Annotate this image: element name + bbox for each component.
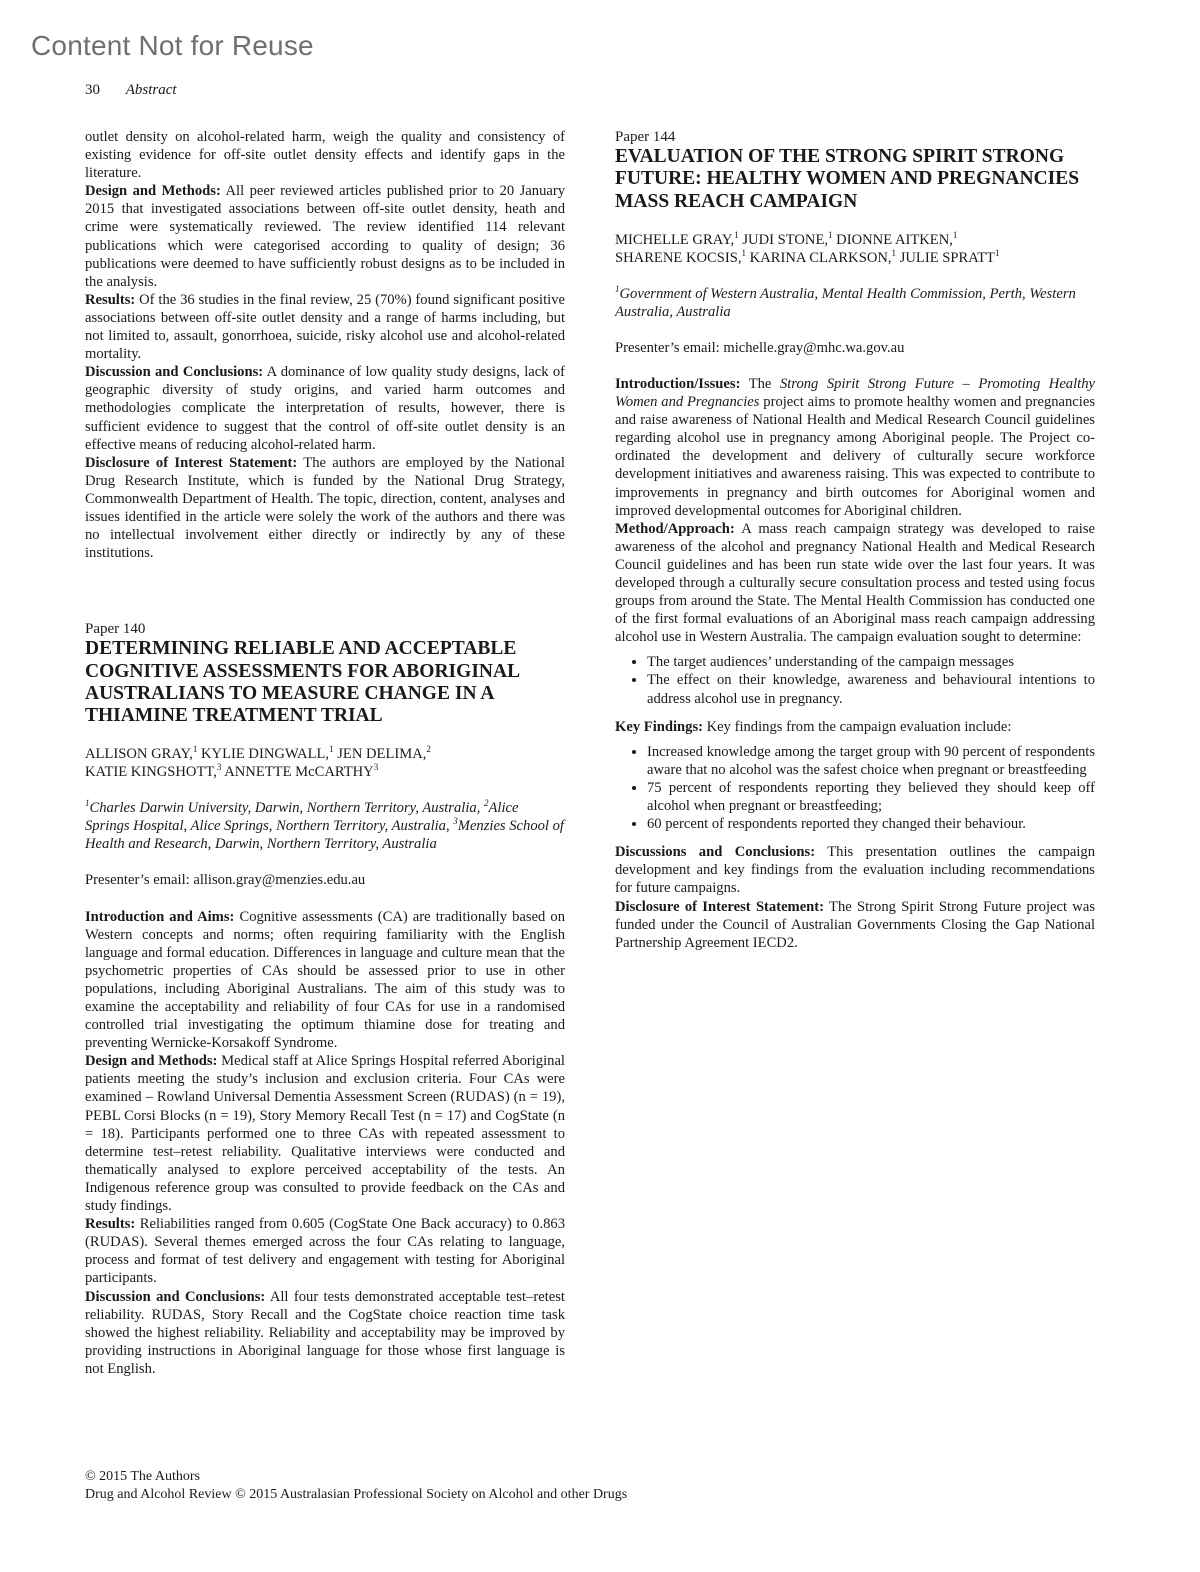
section-lead: Design and Methods: [85, 1053, 218, 1070]
author-list: MICHELLE GRAY,$^1$ JUDI STONE,$^1$ DIONNE AITKEN,$^1$ SHARENE KOCSIS,$^1$ KARINA CLARKSON,$^1$ JULIE SPRATT$^1$ [615, 230, 1000, 266]
page-number: 30 [85, 82, 100, 98]
section-lead: Method/Approach: [615, 520, 735, 537]
section-lead: Disclosure of Interest Statement: [85, 454, 298, 471]
section-lead: Discussion and Conclusions: [85, 1288, 266, 1305]
affiliations: $^1$Government of Western Australia, Mental Health Commission, Perth, Western Australia, Australia [615, 284, 1076, 320]
abstract-paragraph: Disclosure of Interest Statement: The Strong Spirit Strong Future project was funded under the Council of Australian Governments Closing the Gap National Partnership Agreement IECD2. [615, 898, 1095, 951]
section-lead: Introduction/Issues: [615, 375, 741, 392]
list-item: • The effect on their knowledge, awareness and behavioural intentions to address alcohol use in pregnancy. [647, 671, 1095, 707]
section-lead: Results: [85, 1216, 136, 1233]
bullet-list [615, 653, 1095, 707]
continuation-paragraph: outlet density on alcohol-related harm, weigh the quality and consistency of existing evidence for off-site outlet density effects and identify gaps in the literature. [85, 129, 565, 182]
continuation-paragraph: Design and Methods: All peer reviewed articles published prior to 20 January 2015 that investigated associations between off-site outlet density, heath and crime were systematically reviewed. The review identified 114 relevant publications which were categorised according to quality of design; 36 publications were deemed to have sufficiently robust designs as to be included in the analysis. [85, 183, 566, 290]
journal-line: Drug and Alcohol Review © 2015 Australasian Professional Society on Alcohol and other Drugs [85, 1487, 628, 1502]
section-title: Abstract [125, 82, 177, 98]
section-lead: Discussions and Conclusions: [615, 844, 816, 861]
section-lead: Design and Methods: [85, 183, 221, 200]
list-item: • 60 percent of respondents reported they changed their behaviour. [647, 815, 1095, 833]
presenter-email: Presenter’s email: allison.gray@menzies.edu.au [85, 872, 366, 889]
project-name: Strong Spirit Strong Future – Promoting Healthy Women and Pregnancies [615, 375, 1095, 411]
paper-number: Paper 144 [615, 129, 676, 145]
right-column [615, 128, 1095, 952]
paper-title: EVALUATION OF THE STRONG SPIRIT STRONG FUTURE: HEALTHY WOMEN AND PREGNANCIES MASS REACH CAMPAIGN [615, 146, 1080, 212]
author-list: ALLISON GRAY,$^1$ KYLIE DINGWALL,$^1$ JEN DELIMA,$^2$ KATIE KINGSHOTT,$^3$ ANNETTE McCARTHY$^3$ [85, 744, 431, 781]
continuation-paragraph: Results: Of the 36 studies in the final review, 25 (70%) found significant positive associations between off-site outlet density and a range of harms including, but not limited to, assault, gonorrhoea, suicide, risky alcohol use and alcohol-related mortality. [85, 291, 565, 363]
section-lead: Disclosure of Interest Statement: [615, 898, 825, 915]
abstract-paragraph: Design and Methods: Medical staff at Alice Springs Hospital referred Aboriginal patients meeting the study’s inclusion and exclusion criteria. Four CAs were examined – Rowland Universal Dementia Assessment Screen (RUDAS) (n = 19), PEBL Corsi Blocks (n = 19), Story Memory Recall Test (n = 17) and CogState (n = 18). Participants performed one to three CAs with repeated assessment to determine test–retest reliability. Qualitative interviews were conducted and thematically analysed to explore perceived acceptability of the tests. An Indigenous reference group was consulted to provide feedback on the CAs and study findings. [85, 1053, 565, 1215]
paper-title: DETERMINING RELIABLE AND ACCEPTABLE COGNITIVE ASSESSMENTS FOR ABORIGINAL AUSTRALIANS TO MEASURE CHANGE IN A THIAMINE TREATMENT TRIAL [85, 638, 519, 727]
paper-number: Paper 140 [85, 621, 146, 638]
abstract-paragraph: Method/Approach: A mass reach campaign strategy was developed to raise awareness of the alcohol and pregnancy National Health and Medical Research Council guidelines and has been run state wide over the last four years. It was developed through a culturally secure consultation process and tested using focus groups from around the State. The Mental Health Commission has conducted one of the first formal evaluations of an Aboriginal mass reach campaign addressing alcohol use in Western Australia. The campaign evaluation sought to determine: [615, 520, 1095, 646]
left-column [85, 128, 565, 1378]
list-item: • 75 percent of respondents reporting they believed they should keep off alcohol when pregnant or breastfeeding; [647, 779, 1095, 815]
running-head [85, 82, 177, 99]
page-footer [85, 1468, 627, 1504]
list-item: • The target audiences’ understanding of the campaign messages [647, 653, 1095, 671]
watermark: Content Not for Reuse [31, 30, 314, 61]
section-lead: Results: [85, 291, 136, 308]
paper-140 [85, 620, 565, 1378]
copyright-line: © 2015 The Authors [85, 1469, 200, 1484]
section-lead: Key Findings: [615, 718, 703, 735]
continuation-paragraph: Discussion and Conclusions: A dominance of low quality study designs, lack of geographic diversity of study origins, and varied harm outcomes and methodologies complicate the interpretation of results, however, there is sufficient evidence to suggest that the control of off-site outlet density is an effective means of reducing alcohol-related harm. [85, 364, 565, 453]
paper-144 [615, 128, 1095, 952]
section-lead: Introduction and Aims: [85, 908, 235, 925]
presenter-email: Presenter’s email: michelle.gray@mhc.wa.gov.au [615, 339, 905, 356]
continuation-abstract [85, 128, 565, 562]
abstract-paragraph: Introduction and Aims: Cognitive assessments (CA) are traditionally based on Western concepts and norms; often requiring familiarity with the English language and formal education. Differences in language and culture mean that the psychometric properties of CAs should be assessed prior to use in other populations, including Aboriginal Australians. The aim of this study was to examine the acceptability and reliability of four CAs for use in a randomised controlled trial investigating the optimum thiamine dose for treating and preventing Wernicke-Korsakoff Syndrome. [85, 908, 566, 1052]
abstract-paragraph: Results: Reliabilities ranged from 0.605 (CogState One Back accuracy) to 0.863 (RUDAS). Several themes emerged across the four CAs relating to language, process and format of test delivery and engagement with testing for Aboriginal participants. [85, 1216, 565, 1287]
affiliations: $^1$Charles Darwin University, Darwin, Northern Territory, Australia, $^2$Alice Springs Hospital, Alice Springs, Northern Territory, Australia, $^3$Menzies School of Health and Research, Darwin, Northern Territory, Australia [85, 798, 564, 853]
abstract-paragraph: Key Findings: Key findings from the campaign evaluation include: [615, 718, 1012, 735]
abstract-paragraph: Discussions and Conclusions: This presentation outlines the campaign development and key findings from the evaluation including recommendations for future campaigns. [615, 844, 1095, 897]
abstract-paragraph: Introduction/Issues: The Strong Spirit Strong Future – Promoting Healthy Women and Pregnancies project aims to promote healthy women and pregnancies and raise awareness of National Health and Medical Research Council guidelines regarding alcohol use in pregnancy among Aboriginal people. The Project co-ordinated the development and delivery of culturally secure workforce development initiatives and awareness raising. This was expected to contribute to improvements in pregnancy and birth outcomes for Aboriginal women and improved developmental outcomes for Aboriginal children. [615, 375, 1095, 519]
list-item: • Increased knowledge among the target group with 90 percent of respondents aware that no alcohol was the safest choice when pregnant or breastfeeding [647, 743, 1095, 779]
bullet-list [615, 743, 1095, 833]
abstract-paragraph: Discussion and Conclusions: All four tests demonstrated acceptable test–retest reliability. RUDAS, Story Recall and the CogState choice reaction time task showed the highest reliability. Reliability and acceptability may be improved by providing instructions in Aboriginal language for those whose first language is not English. [85, 1288, 565, 1377]
continuation-paragraph: Disclosure of Interest Statement: The authors are employed by the National Drug Research Institute, which is funded by the National Drug Strategy, Commonwealth Department of Health. The topic, direction, content, analyses and issues identified in the article were solely the work of the authors and there was no intellectual involvement either directly or indirectly by any of these institutions. [85, 454, 565, 562]
section-lead: Discussion and Conclusions: [85, 364, 264, 381]
